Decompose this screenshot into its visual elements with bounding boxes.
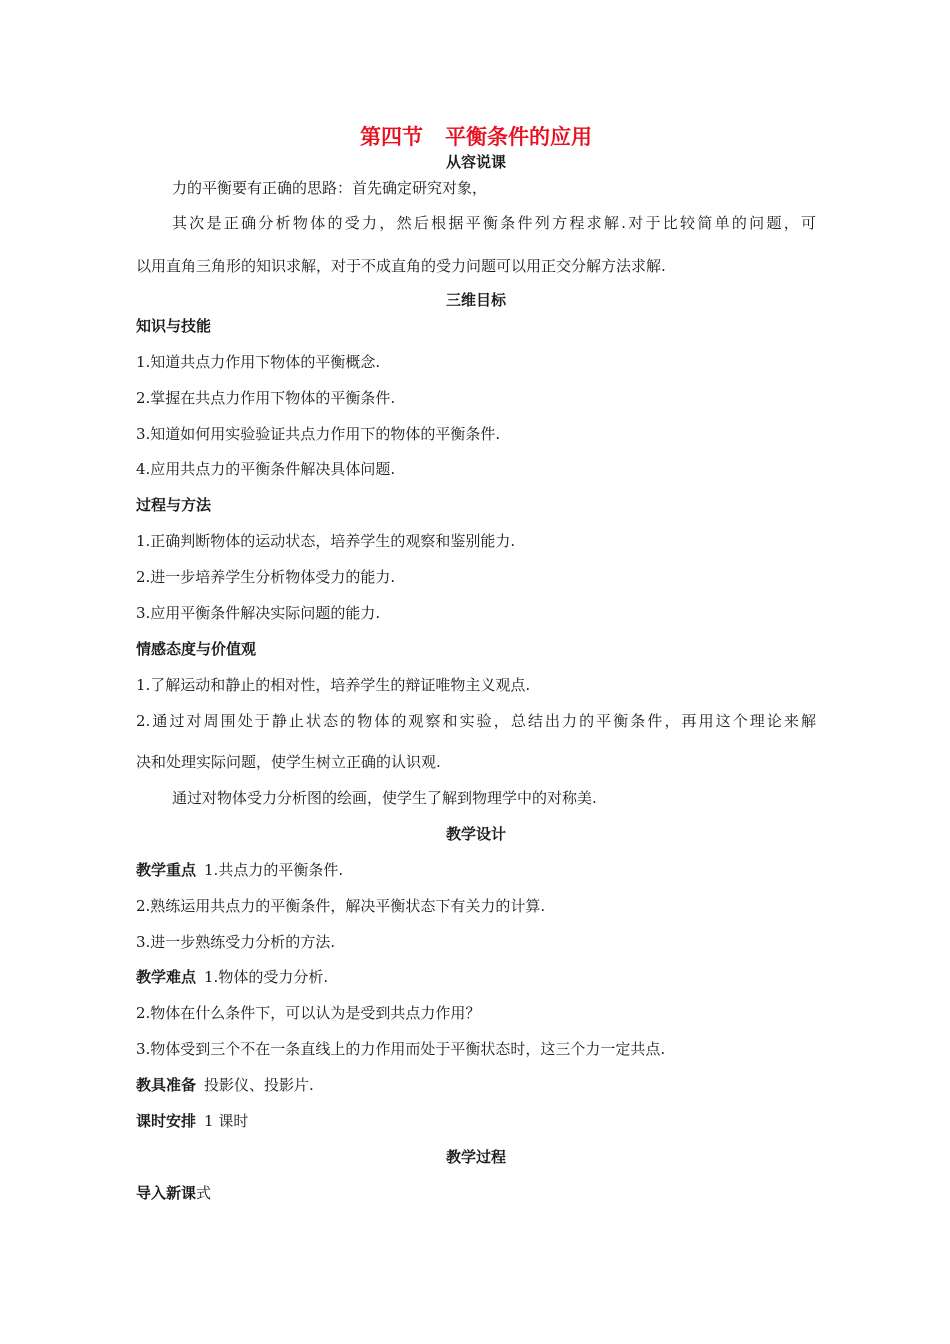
- emotion-item-2-line-2: 决和处理实际问题，使学生树立正确的认识观.: [136, 753, 441, 771]
- emotion-item-3: 通过对物体受力分析图的绘画，使学生了解到物理学中的对称美.: [172, 789, 597, 807]
- equipment-value: 投影仪、投影片.: [204, 1076, 314, 1094]
- schedule-row: [136, 1111, 816, 1131]
- intro-new-lesson-row: [136, 1183, 816, 1203]
- emotion-heading: 情感态度与价值观: [136, 640, 257, 658]
- section-heading-design: 教学设计: [445, 825, 506, 843]
- knowledge-item-4: 4.应用共点力的平衡条件解决具体问题.: [136, 460, 396, 478]
- equipment-label: 教具准备: [136, 1076, 197, 1094]
- knowledge-item-2: 2.掌握在共点力作用下物体的平衡条件.: [136, 389, 396, 407]
- intro-line-2: 其次是正确分析物体的受力，然后根据平衡条件列方程求解.对于比较简单的问题，可: [172, 214, 816, 232]
- title-section-number: 第四节: [360, 125, 423, 149]
- knowledge-item-1: 1.知道共点力作用下物体的平衡概念.: [136, 353, 381, 371]
- schedule-label: 课时安排: [136, 1112, 197, 1130]
- section-heading-process: 教学过程: [445, 1148, 506, 1166]
- knowledge-heading: 知识与技能: [136, 317, 212, 335]
- difficulties-first: 1.物体的受力分析.: [204, 968, 329, 986]
- emotion-item-2-line-1: 2.通过对周围处于静止状态的物体的观察和实验，总结出力的平衡条件，再用这个理论来解: [136, 712, 816, 730]
- schedule-value: 1 课时: [204, 1112, 249, 1130]
- difficulties-item-3: 3.物体受到三个不在一条直线上的力作用而处于平衡状态时，这三个力一定共点.: [136, 1040, 666, 1058]
- process-item-1: 1.正确判断物体的运动状态，培养学生的观察和鉴别能力.: [136, 532, 516, 550]
- key-points-label: 教学重点: [136, 861, 197, 879]
- intro-line-1: 力的平衡要有正确的思路：首先确定研究对象，: [172, 179, 488, 197]
- key-points-item-2: 2.熟练运用共点力的平衡条件，解决平衡状态下有关力的计算.: [136, 897, 546, 915]
- key-points-item-3: 3.进一步熟练受力分析的方法.: [136, 933, 336, 951]
- title-text: 平衡条件的应用: [445, 125, 592, 149]
- equipment-row: [136, 1075, 816, 1095]
- page-title: [136, 124, 816, 150]
- difficulties-label: 教学难点: [136, 968, 197, 986]
- intro-new-lesson-suffix: 式: [196, 1184, 212, 1202]
- key-points-first: 1.共点力的平衡条件.: [204, 861, 344, 879]
- difficulties-row: [136, 967, 816, 987]
- process-item-3: 3.应用平衡条件解决实际问题的能力.: [136, 604, 381, 622]
- emotion-item-1: 1.了解运动和静止的相对性，培养学生的辩证唯物主义观点.: [136, 676, 531, 694]
- key-points-row: [136, 860, 816, 880]
- intro-line-3: 以用直角三角形的知识求解，对于不成直角的受力问题可以用正交分解方法求解.: [136, 257, 666, 275]
- process-item-2: 2.进一步培养学生分析物体受力的能力.: [136, 568, 396, 586]
- intro-new-lesson-label: 导入新课: [136, 1184, 197, 1202]
- knowledge-item-3: 3.知道如何用实验验证共点力作用下的物体的平衡条件.: [136, 425, 501, 443]
- section-heading-goals: 三维目标: [445, 291, 506, 309]
- difficulties-item-2: 2.物体在什么条件下，可以认为是受到共点力作用？: [136, 1004, 481, 1022]
- subtitle: 从容说课: [445, 153, 506, 171]
- process-heading: 过程与方法: [136, 496, 212, 514]
